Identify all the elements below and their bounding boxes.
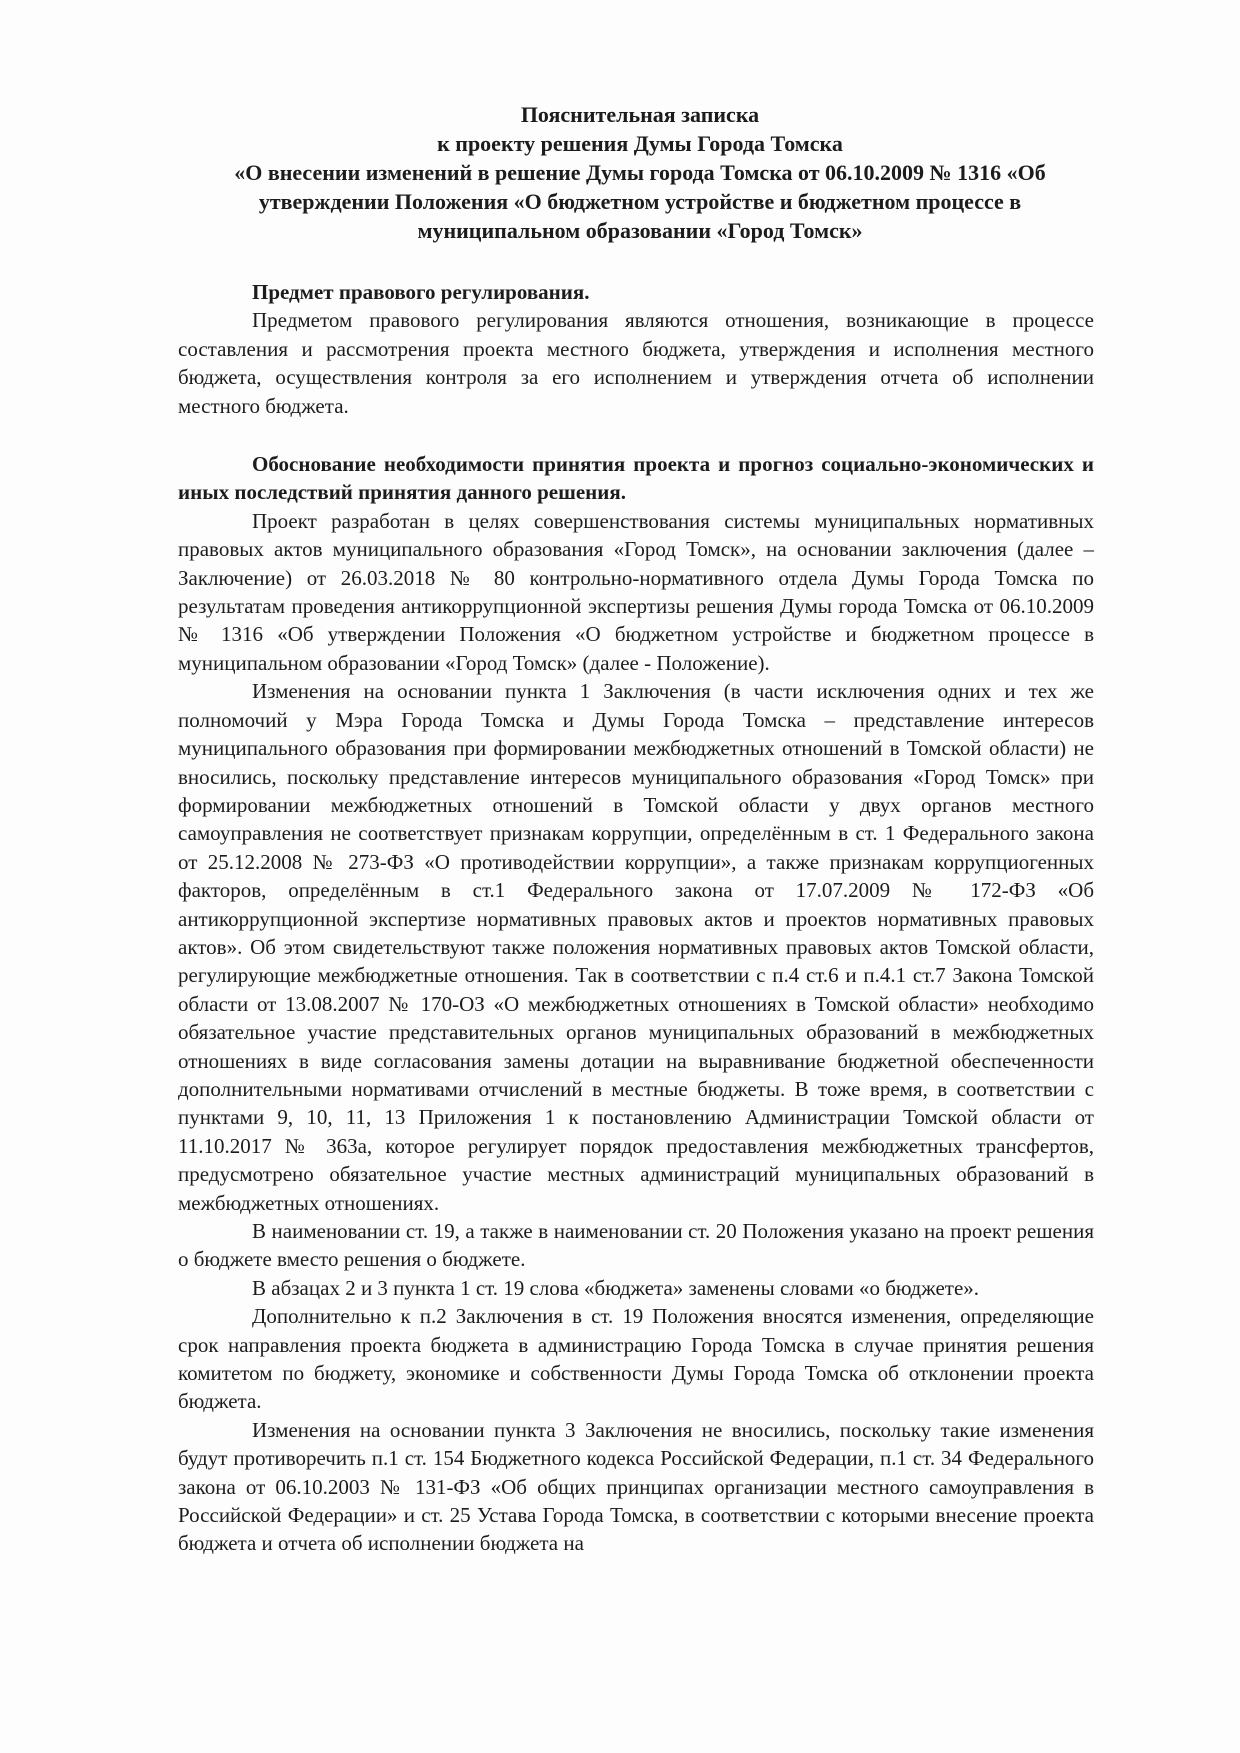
paragraph: Изменения на основании пункта 1 Заключения (в части исключения одних и тех же полномочий у Мэра Города Томска и Думы Города Томска – представление интересов муниципального образования при формировании межбюджетных отношений в Томской области) не вносились, поскольку представление интересов муниципального образования «Город Томск» при формировании межбюджетных отношений в Томской области у двух органов местного самоуправления не соответствует признакам коррупции, определённым в ст. 1 Федерального закона от 25.12.2008 № 273-ФЗ «О противодействии коррупции», а также признакам коррупциогенных факторов, определённым в ст.1 Федерального закона от 17.07.2009 № 172-ФЗ «Об антикоррупционной экспертизе нормативных правовых актов и проектов нормативных правовых актов». Об этом свидетельствуют также положения нормативных правовых актов Томской области, регулирующие межбюджетные отношения. Так в соответствии с п.4 ст.6 и п.4.1 ст.7 Закона Томской области от 13.08.2007 № 170-ОЗ «О межбюджетных отношениях в Томской области» необходимо обязательное участие представительных органов муниципальных образований в межбюджетных отношениях в виде согласования замены дотации на выравнивание бюджетной обеспеченности дополнительными нормативами отчислений в местные бюджеты. В тоже время, в соответствии с пунктами 9, 10, 11, 13 Приложения 1 к постановлению Администрации Томской области от 11.10.2017 № 363а, которое регулирует порядок предоставления межбюджетных трансфертов, предусмотрено обязательное участие местных администраций муниципальных образований в межбюджетных отношениях. xyxy=(178,679,1094,1215)
section-heading-justification: Обоснование необходимости принятия проекта и прогноз социально-экономических и иных последствий принятия данного решения. xyxy=(178,452,1094,505)
document-title xyxy=(200,100,1080,245)
section-heading-subject: Предмет правового регулирования. xyxy=(252,280,590,304)
paragraph: В наименовании ст. 19, а также в наименовании ст. 20 Положения указано на проект решения о бюджете вместо решения о бюджете. xyxy=(178,1219,1094,1272)
paragraph: В абзацах 2 и 3 пункта 1 ст. 19 слова «бюджета» заменены словами «о бюджете». xyxy=(252,1275,980,1300)
paragraph: Проект разработан в целях совершенствования системы муниципальных нормативных правовых актов муниципального образования «Город Томск», на основании заключения (далее – Заключение) от 26.03.2018 № 80 контрольно-нормативного отдела Думы Города Томска по результатам проведения антикоррупционной экспертизы решения Думы города Томска от 06.10.2009 № 1316 «Об утверждении Положения «О бюджетном устройстве и бюджетном процессе в муниципальном образовании «Город Томск» (далее - Положение). xyxy=(178,508,1094,675)
title-line: муниципальном образовании «Город Томск» xyxy=(417,218,863,243)
title-line: «О внесении изменений в решение Думы города Томска от 06.10.2009 № 1316 «Об xyxy=(234,160,1046,185)
document-body xyxy=(178,278,1094,1558)
paragraph: Дополнительно к п.2 Заключения в ст. 19 Положения вносятся изменения, определяющие срок направления проекта бюджета в администрацию Города Томска в случае принятия решения комитетом по бюджету, экономике и собственности Думы Города Томска об отклонении проекта бюджета. xyxy=(178,1304,1094,1414)
title-line: к проекту решения Думы Города Томска xyxy=(437,131,843,156)
paragraph: Изменения на основании пункта 3 Заключения не вносились, поскольку такие изменения будут противоречить п.1 ст. 154 Бюджетного кодекса Российской Федерации, п.1 ст. 34 Федерального закона от 06.10.2003 № 131-ФЗ «Об общих принципах организации местного самоуправления в Российской Федерации» и ст. 25 Устава Города Томска, в соответствии с которыми внесение проекта бюджета и отчета об исполнении бюджета на xyxy=(178,1417,1094,1556)
spacer xyxy=(178,420,1094,450)
paragraph: Предметом правового регулирования являются отношения, возникающие в процессе составления и рассмотрения проекта местного бюджета, утверждения и исполнения местного бюджета, осуществления контроля за его исполнением и утверждения отчета об исполнении местного бюджета. xyxy=(178,308,1094,418)
title-line: утверждении Положения «О бюджетном устройстве и бюджетном процессе в xyxy=(258,189,1022,214)
title-line: Пояснительная записка xyxy=(520,102,760,127)
